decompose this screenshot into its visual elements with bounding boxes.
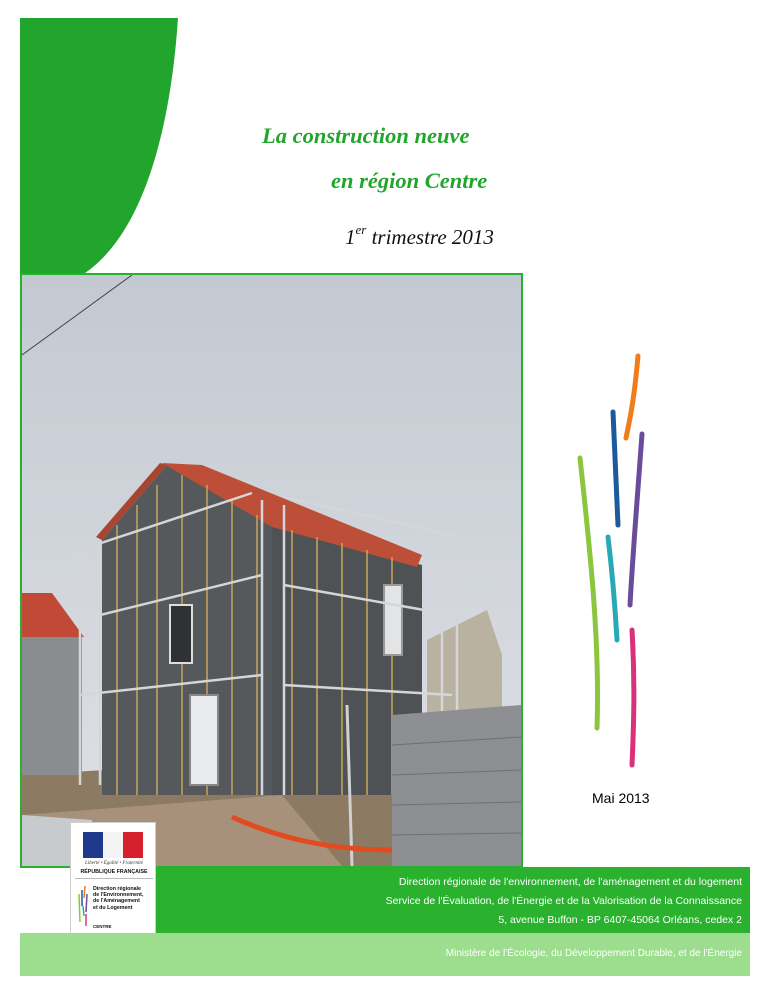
logo-separator (75, 878, 153, 879)
footer-direction: Direction régionale de l'environnement, de l'aménagement et du logement (398, 876, 742, 888)
house-construction-photo (20, 273, 523, 868)
footer-ministry-band (20, 933, 750, 976)
footer-service: Service de l'Évaluation, de l'Énergie et de la Valorisation de la Connaissance (385, 895, 742, 907)
footer-contact-band (156, 867, 750, 933)
decorative-color-strokes (560, 350, 680, 770)
period-subtitle: 1er trimestre 2013 (345, 222, 494, 249)
title-line-2: en région Centre (331, 168, 488, 193)
dreal-logo (70, 822, 156, 934)
logo-devise: Liberté • Égalité • Fraternité (85, 861, 143, 866)
logo-republique: RÉPUBLIQUE FRANÇAISE (80, 869, 148, 875)
french-flag-icon (83, 832, 143, 858)
logo-region: CENTRE (93, 924, 112, 929)
footer-ministry: Ministère de l'Écologie, du Développement Durable, et de l'Énergie (445, 948, 742, 959)
publication-date: Mai 2013 (592, 790, 650, 806)
dreal-strokes-icon (77, 886, 91, 926)
green-corner-shape (20, 18, 178, 275)
title-line-1: La construction neuve (262, 123, 470, 148)
logo-dreal-name: Direction régionale de l'Environnement, de l'Aménagement et du Logement (93, 886, 144, 911)
footer-address: 5, avenue Buffon - BP 6407-45064 Orléans, cedex 2 (498, 914, 742, 926)
